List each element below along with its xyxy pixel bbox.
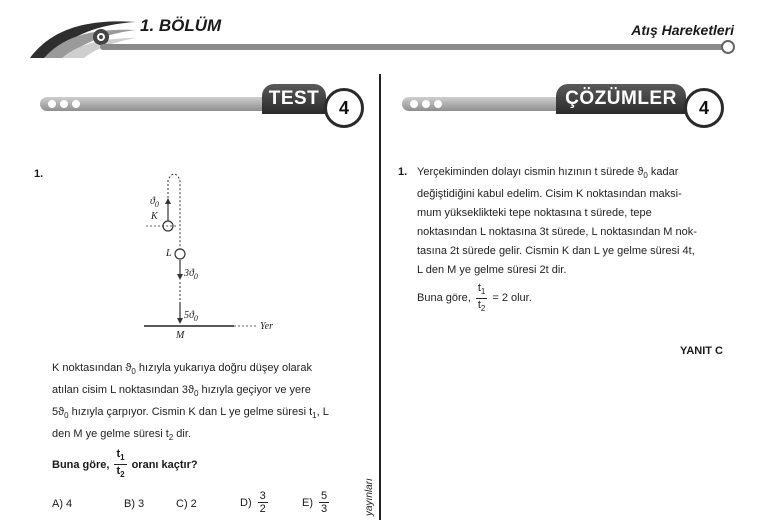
option-e[interactable]: E) $\frac{5}{3}$ — [302, 490, 328, 515]
solution-line-1: Yerçekiminden dolayı cismin hızının t sürede $ϑ_0$ kadar — [417, 166, 679, 180]
solution-number: 1. — [398, 166, 408, 178]
answer-label: YANIT C — [680, 345, 723, 357]
ball-at-l — [175, 249, 185, 259]
option-d[interactable]: D) $\frac{3}{2}$ — [240, 490, 266, 515]
banner-dots — [410, 100, 442, 108]
point-l-label: L — [166, 248, 172, 259]
test-number-badge: 4 — [324, 88, 364, 128]
question-line-3: $5ϑ_0$ hızıyla çarpıyor. Cismin K dan L ye gelme süresi $t_1$, L — [52, 406, 329, 420]
question-text — [52, 359, 368, 447]
solution-line-2: değiştidiğini kabul edelim. Cisim K noktasından maksi- — [417, 188, 682, 200]
ground-label: Yer — [260, 321, 273, 332]
question-number: 1. — [34, 168, 44, 180]
option-a[interactable]: A) 4 — [52, 498, 73, 510]
solution-fraction: $\frac{t_1}{t_2}$ — [477, 282, 486, 313]
solutions-number-badge: 4 — [684, 88, 724, 128]
solution-line-7: Buna göre, $\frac{t_1}{t_2}$ = 2 olur. — [417, 282, 532, 313]
question-line-4: den M ye gelme süresi $t_2$ dir. — [52, 428, 191, 442]
option-c[interactable]: C) 2 — [176, 498, 197, 510]
solution-line-6: L den M ye gelme süresi 2t dir. — [417, 264, 567, 276]
question-line-1: K noktasından $ϑ_0$ hızıyla yukarıya doğru düşey olarak — [52, 362, 312, 376]
header-rule — [100, 40, 740, 56]
section-title: 1. BÖLÜM — [140, 16, 222, 35]
solution-text — [417, 163, 737, 315]
solutions-tab: ÇÖZÜMLER — [556, 84, 686, 114]
solution-line-4: noktasından L noktasına 3t sürede, L noktasından M nok- — [417, 226, 697, 238]
trajectory-path — [168, 174, 180, 256]
motion-diagram — [140, 166, 300, 346]
v3-arrowhead — [177, 274, 183, 280]
point-m-label: M — [176, 330, 185, 341]
publisher-brand: yayınları — [364, 478, 375, 516]
v0-label: $ϑ_0$ — [150, 196, 159, 209]
topic-title: Atış Hareketleri — [631, 22, 734, 38]
solution-line-3: mum yükseklikteki tepe noktasına t sürede, tepe — [417, 207, 652, 219]
v5-arrowhead — [177, 318, 183, 324]
question-line-2: atılan cisim L noktasından $3ϑ_0$ hızıyla geçiyor ve yere — [52, 384, 311, 398]
solution-line-5: tasına 2t sürede gelir. Cismin K dan L ye gelme süresi 4t, — [417, 245, 695, 257]
t1-over-t2-fraction: $\frac{t_1}{t_2}$ — [116, 448, 125, 479]
v0-arrowhead — [165, 198, 171, 204]
solutions-banner-bar — [402, 97, 572, 111]
test-tab: TEST — [262, 84, 326, 114]
column-divider — [379, 74, 381, 520]
v3-label: $3ϑ_0$ — [184, 268, 198, 281]
banner-dots — [48, 100, 80, 108]
v5-label: $5ϑ_0$ — [184, 310, 198, 323]
question-prompt: Buna göre, $\frac{t_1}{t_2}$ oranı kaçtır? — [52, 448, 198, 479]
test-banner-bar — [40, 97, 280, 111]
point-k-label: K — [151, 211, 158, 222]
option-b[interactable]: B) 3 — [124, 498, 145, 510]
